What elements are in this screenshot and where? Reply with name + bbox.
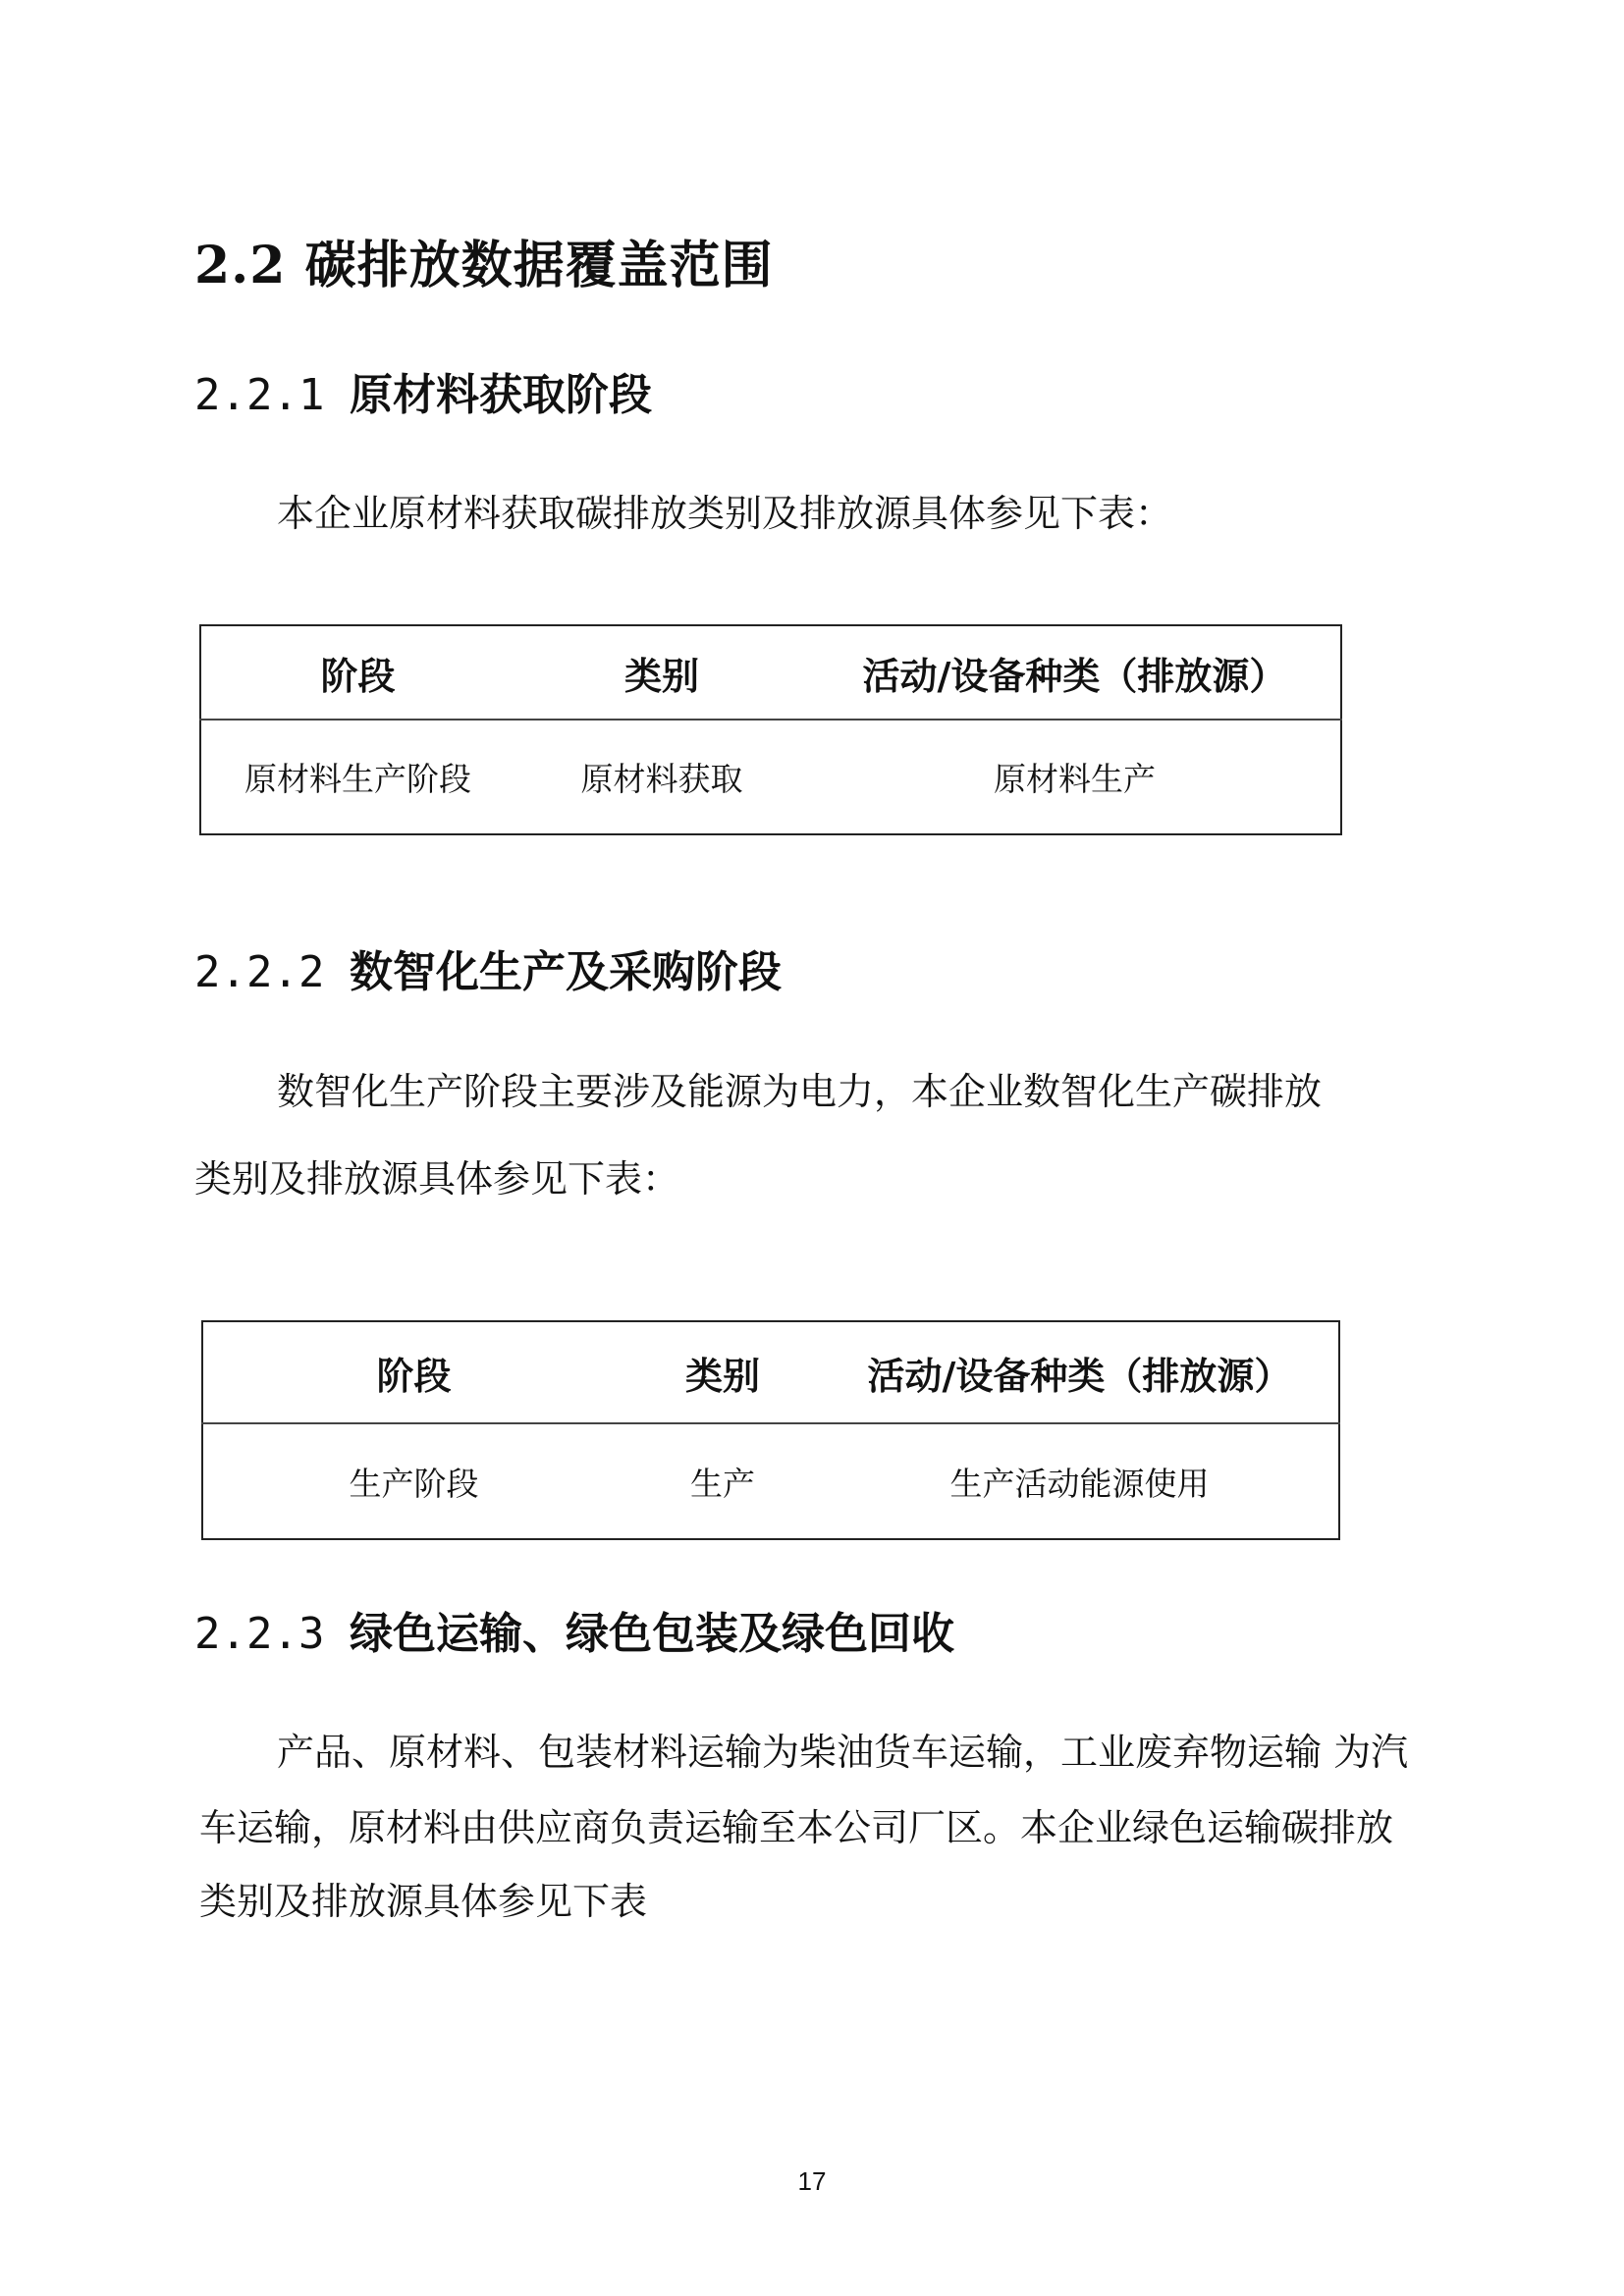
header-category: 类别 [514,625,809,720]
subsection-title: 数智化生产及采购阶段 [350,947,782,997]
table-row [202,1423,1339,1539]
subsection-title: 原材料获取阶段 [350,370,652,420]
subsection-number: 2.2.2 [194,947,325,997]
table-row [200,720,1341,834]
header-source: 活动/设备种类（排放源） [821,1321,1339,1423]
cell-category: 原材料获取 [580,760,743,798]
emission-table-production [201,1320,1340,1540]
subsection-heading-223 [194,1598,954,1661]
table-header-row [202,1321,1339,1423]
subsection-number: 2.2.1 [194,370,325,420]
cell-stage: 生产阶段 [349,1464,479,1503]
subsection-title: 绿色运输、绿色包装及绿色回收 [350,1609,954,1659]
intro-paragraph-222-line2: 类别及排放源具体参见下表： [194,1157,680,1201]
page-number: 17 [797,2166,827,2196]
header-stage: 阶段 [202,1321,624,1423]
cell-category: 生产 [690,1464,755,1503]
header-stage: 阶段 [200,625,514,720]
paragraph-223-line3: 类别及排放源具体参见下表 [199,1880,648,1923]
paragraph-223-line1: 产品、原材料、包装材料运输为柴油货车运输，工业废弃物运输 为汽 [277,1731,1409,1774]
intro-paragraph-221: 本企业原材料获取碳排放类别及排放源具体参见下表： [277,492,1173,535]
subsection-heading-221 [194,359,652,422]
subsection-heading-222 [194,936,782,999]
emission-table-raw-materials [199,624,1342,835]
paragraph-223-line2: 车运输，原材料由供应商负责运输至本公司厂区。本企业绿色运输碳排放 [199,1806,1394,1849]
subsection-number: 2.2.3 [194,1609,325,1659]
cell-source: 生产活动能源使用 [949,1464,1210,1503]
cell-source: 原材料生产 [994,760,1156,798]
section-heading: 2.2 碳排放数据覆盖范围 [194,236,774,295]
header-source: 活动/设备种类（排放源） [809,625,1341,720]
table-header-row [200,625,1341,720]
cell-stage: 原材料生产阶段 [244,760,471,798]
header-category: 类别 [624,1321,821,1423]
intro-paragraph-222-line1: 数智化生产阶段主要涉及能源为电力，本企业数智化生产碳排放 [277,1070,1323,1113]
